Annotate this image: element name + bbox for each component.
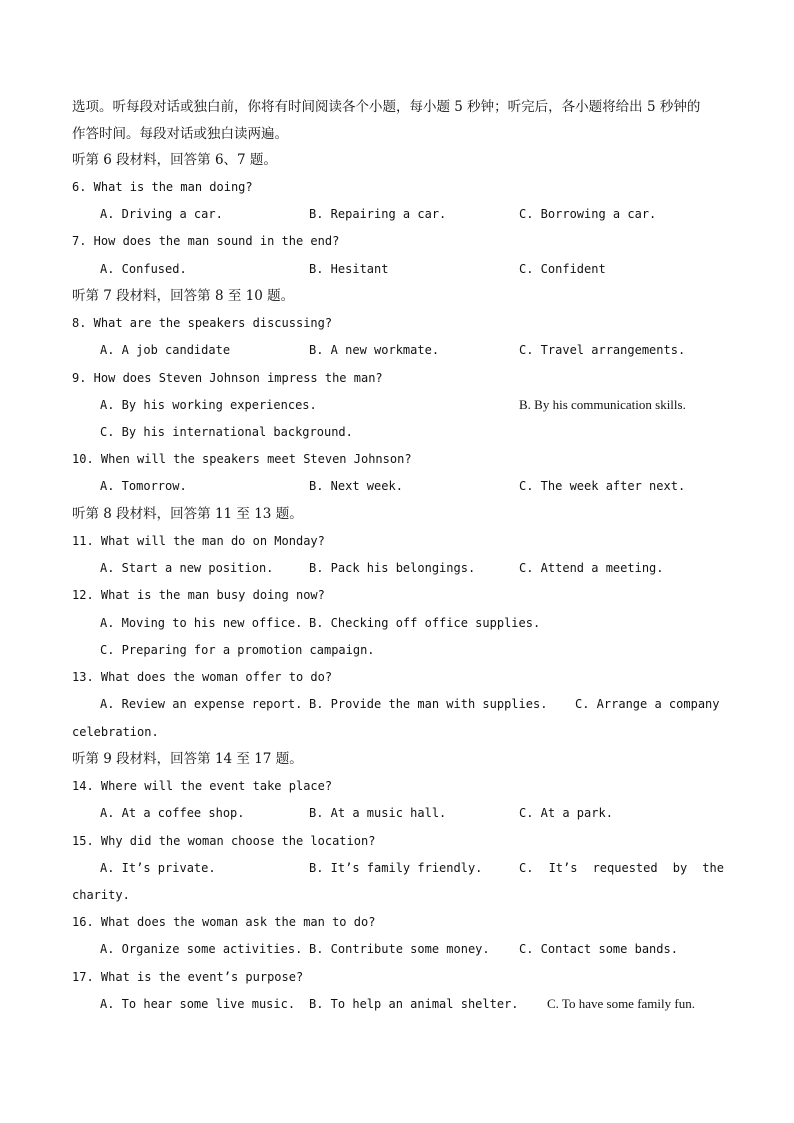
options-11	[72, 558, 724, 578]
option-b: B. Repairing a car.	[309, 207, 447, 221]
option-a: A. Start a new position.	[100, 561, 274, 575]
option-b: B. Contribute some money.	[309, 942, 490, 956]
question-7: 7. How does the man sound in the end?	[72, 234, 340, 248]
option-c: C. The week after next.	[519, 479, 686, 493]
question-9: 9. How does Steven Johnson impress the man?	[72, 371, 383, 385]
option-b: B. By his communication skills.	[519, 397, 686, 412]
options-8	[72, 340, 724, 360]
option-b: B. Hesitant	[309, 262, 389, 276]
question-17: 17. What is the event’s purpose?	[72, 970, 304, 984]
option-b: B. At a music hall.	[309, 806, 447, 820]
question-12: 12. What is the man busy doing now?	[72, 588, 325, 602]
option-b: B. Provide the man with supplies.	[309, 697, 548, 711]
question-11: 11. What will the man do on Monday?	[72, 534, 325, 548]
option-c: C. To have some family fun.	[547, 996, 695, 1011]
options-15	[72, 858, 724, 878]
option-a: A. Moving to his new office.	[100, 616, 303, 630]
options-9-cont	[72, 422, 724, 442]
option-a: A. Organize some activities.	[100, 942, 303, 956]
option-b: B. It’s family friendly.	[309, 861, 483, 875]
option-b: B. Next week.	[309, 479, 403, 493]
section-heading: 听第 8 段材料，回答第 11 至 13 题。	[72, 506, 303, 522]
options-16	[72, 939, 724, 959]
question-14: 14. Where will the event take place?	[72, 779, 333, 793]
option-c-wrap: charity.	[72, 888, 130, 902]
option-c	[519, 858, 724, 878]
option-c-word: the	[702, 861, 724, 875]
option-a: A. Tomorrow.	[100, 479, 187, 493]
option-b: B. A new workmate.	[309, 343, 440, 357]
section-heading: 听第 9 段材料，回答第 14 至 17 题。	[72, 751, 303, 767]
question-6: 6. What is the man doing?	[72, 180, 253, 194]
instructions	[72, 94, 724, 148]
option-a: A. Confused.	[100, 262, 187, 276]
options-17	[72, 994, 724, 1014]
options-9	[72, 395, 724, 415]
options-12-cont	[72, 640, 724, 660]
options-10	[72, 476, 724, 496]
option-a: A. At a coffee shop.	[100, 806, 245, 820]
question-10: 10. When will the speakers meet Steven Johnson?	[72, 452, 412, 466]
question-15: 15. Why did the woman choose the location?	[72, 834, 376, 848]
option-a: A. Review an expense report.	[100, 697, 303, 711]
section-heading: 听第 7 段材料，回答第 8 至 10 题。	[72, 288, 295, 304]
instruction-line: 作答时间。每段对话或独白读两遍。	[72, 126, 288, 142]
question-13: 13. What does the woman offer to do?	[72, 670, 333, 684]
question-8: 8. What are the speakers discussing?	[72, 316, 333, 330]
option-c-word: requested	[592, 861, 658, 875]
option-c: C. By his international background.	[100, 425, 353, 439]
options-7	[72, 259, 724, 279]
question-16: 16. What does the woman ask the man to do?	[72, 915, 376, 929]
option-a: A. By his working experiences.	[100, 398, 317, 412]
option-c-word: by	[672, 861, 688, 875]
option-c: C. Attend a meeting.	[519, 561, 664, 575]
option-c: C. At a park.	[519, 806, 613, 820]
option-a: A. It’s private.	[100, 861, 216, 875]
instruction-line: 选项。听每段对话或独白前，你将有时间阅读各个小题，每小题 5 秒钟；听完后，各小题将给出 5 秒钟的	[72, 99, 701, 115]
option-b: B. Checking off office supplies.	[309, 616, 541, 630]
options-12	[72, 613, 724, 633]
option-b: B. Pack his belongings.	[309, 561, 476, 575]
options-13	[72, 694, 724, 714]
option-c: C. Contact some bands.	[519, 942, 678, 956]
option-c: C. Travel arrangements.	[519, 343, 686, 357]
option-c: C. Arrange a company	[575, 697, 720, 711]
options-6	[72, 204, 724, 224]
options-14	[72, 803, 724, 823]
option-c-word: C.	[519, 861, 534, 875]
option-b: B. To help an animal shelter.	[309, 997, 519, 1011]
option-c: C. Preparing for a promotion campaign.	[100, 643, 375, 657]
option-c: C. Confident	[519, 262, 606, 276]
option-a: A. To hear some live music.	[100, 997, 296, 1011]
option-c: C. Borrowing a car.	[519, 207, 657, 221]
section-heading: 听第 6 段材料，回答第 6、7 题。	[72, 152, 277, 168]
option-c-word: It’s	[548, 861, 578, 875]
option-c-wrap: celebration.	[72, 725, 159, 739]
option-a: A. Driving a car.	[100, 207, 223, 221]
option-a: A. A job candidate	[100, 343, 231, 357]
